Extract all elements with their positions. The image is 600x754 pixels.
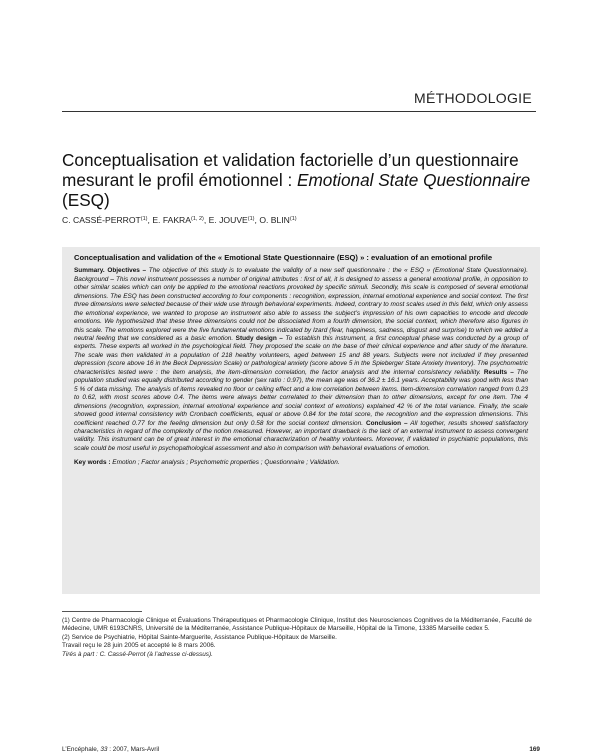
section-divider — [62, 111, 536, 112]
journal-name: L’Encéphale, — [62, 746, 101, 753]
summary-label: Summary. — [74, 267, 105, 275]
objectives-label: Objectives – — [107, 267, 147, 275]
page-footer — [62, 746, 540, 753]
abstract-box — [62, 247, 540, 594]
title-italic: Emotional State Questionnaire — [297, 170, 531, 190]
author-affiliation: (1) — [140, 216, 148, 222]
footnotes — [62, 617, 540, 659]
title-tail: (ESQ) — [62, 190, 110, 210]
section-label: MÉTHODOLOGIE — [414, 90, 532, 106]
author-affiliation: (1, 2) — [191, 216, 204, 222]
received-date: Travail reçu le 28 juin 2005 et accepté le 8 mars 2006. — [62, 642, 216, 650]
author-separator: , — [147, 215, 153, 225]
author-name: C. CASSÉ-PERROT — [62, 215, 141, 225]
english-title: Conceptualisation and validation of the « Emotional State Questionnaire (ESQ) » : evaluation of an emotional profile — [74, 253, 493, 262]
author-name: O. BLIN — [259, 215, 290, 225]
page-number: 169 — [529, 746, 540, 753]
results-text: The population studied was equally distributed according to gender (sex ratio : 0.97), the mean age was of 36.2 ± 16.1 years. Acceptability was good with less than 5 % of data missing. The analysis of items revealed no floor or ceiling effect and a low correlation between items. Item-dimension correlation ranged from 0.23 to 0.62, with most scores above 0.4. The items were always better correlated to their dimension than to other dimensions, except for one item. The 4 dimensions (recognition, expression, internal emotional experience and social context of emotions) explained 42 % of the total variance. Finally, the scale showed good internal consistency with Cronbach coefficients, equal or above 0.84 for the total score, the recognition and the expression dimensions. This coefficient reached 0.77 for the feeling dimension but only 0.58 for the social context dimension. — [74, 368, 529, 427]
design-label: Study design – — [235, 335, 283, 343]
journal-details: : 2007, Mars-Avril — [107, 746, 160, 753]
author-affiliation: (1) — [247, 216, 255, 222]
article-title — [62, 150, 542, 210]
footnote-divider — [62, 611, 142, 612]
author-name: E. JOUVE — [208, 215, 248, 225]
author-list — [62, 215, 542, 225]
keywords-text: Emotion ; Factor analysis ; Psychometric properties ; Questionnaire ; Validation. — [110, 459, 340, 467]
keywords — [74, 459, 528, 467]
reprints-note — [62, 651, 540, 659]
footnote-1: (1) Centre de Pharmacologie Clinique et Évaluations Thérapeutiques et Pharmacologie Clinique, Institut des Neurosciences Cognitives de la Méditerranée, Faculté de Médecine, UMR 6193CNRS, Université de la Méditerranée, Assistance Publique-Hôpitaux de Marseille, Hôpital de la Timone, 13385 Marseille cedex 5. — [62, 617, 532, 633]
keywords-label: Key words : — [74, 459, 111, 467]
author-separator: , — [254, 215, 260, 225]
abstract-text — [74, 267, 528, 453]
design-text: To establish this instrument, a first conceptual phase was conducted by a group of experts. These experts all worked in the psychological field. They proposed the scale on the base of their clinical experience and after study of the literature. The scale was then validated in a population of 218 healthy volunteers, aged between 15 and 88 years. Subjects were not included if they presented depression (score above 16 in the Beck Depression Scale) or pathological anxiety (score above 5 in the Spieberger State Anxiety Inventory). The psychometric characteristics tested were : the item analysis, the item-dimension correlation, the factor analysis and the internal consistency reliability. — [74, 335, 528, 376]
reprints-text: Tirés à part : C. Cassé-Perrot (à l’adresse ci-dessus). — [62, 650, 213, 658]
footnote-2: (2) Service de Psychiatrie, Hôpital Sainte-Marguerite, Assistance Publique-Hôpitaux de Marseille. — [62, 633, 337, 641]
conclusion-text: All together, results showed satisfactory characteristics in regard of the complexity of the notion measured. However, an important drawback is the lack of an external instrument to assess convergent validity. This instrument can be of great interest in the emotional characterization of healthy volunteers. Moreover, if validated in psychiatric populations, this scale could be most useful in psychopathological assessment and also in comparison with behavioral evaluations of emotion. — [74, 419, 528, 452]
title-main: Conceptualisation et validation factorielle d’un questionnaire mesurant le profil émotionnel : — [62, 150, 519, 190]
objectives-text: The objective of this study is to evaluate the validity of a new self questionnaire : the « ESQ » (Emotional State Questionnaire). Background – This novel instrument possesses a number of original attributes : first of all, it is designed to assess a general emotional profile, in opposition to other similar scales which can only be applied to the emotional reactions provoked by specific stimuli. Secondly, this scale is composed of several emotional dimensions. The ESQ has been constructed according to four components : recognition, expression, internal emotional experience and social context. The first three dimensions were selected because of their wide use through behavioral experiments. Indeed, contrary to most scales used in this field, which only assess the emotional experience, we wanted to propose an instrument also able to assess the subject’s impression of his own capacities to encode and decode emotions. We hypothesized that these three dimensions could not be dissociated from a fourth dimension, the social context, which therefore also figures in this scale. The emotions explored were the five fundamental emotions indicated by Izard (fear, happiness, sadness, disgust and surprise) to which we added a neutral feeling that we considered as a basic emotion. — [74, 267, 528, 343]
results-label: Results – — [483, 368, 514, 376]
author-affiliation: (1) — [289, 216, 297, 222]
author-name: E. FAKRA — [152, 215, 191, 225]
author-separator: , — [203, 215, 209, 225]
journal-volume: 33 — [100, 746, 108, 753]
conclusion-label: Conclusion – — [365, 419, 408, 427]
